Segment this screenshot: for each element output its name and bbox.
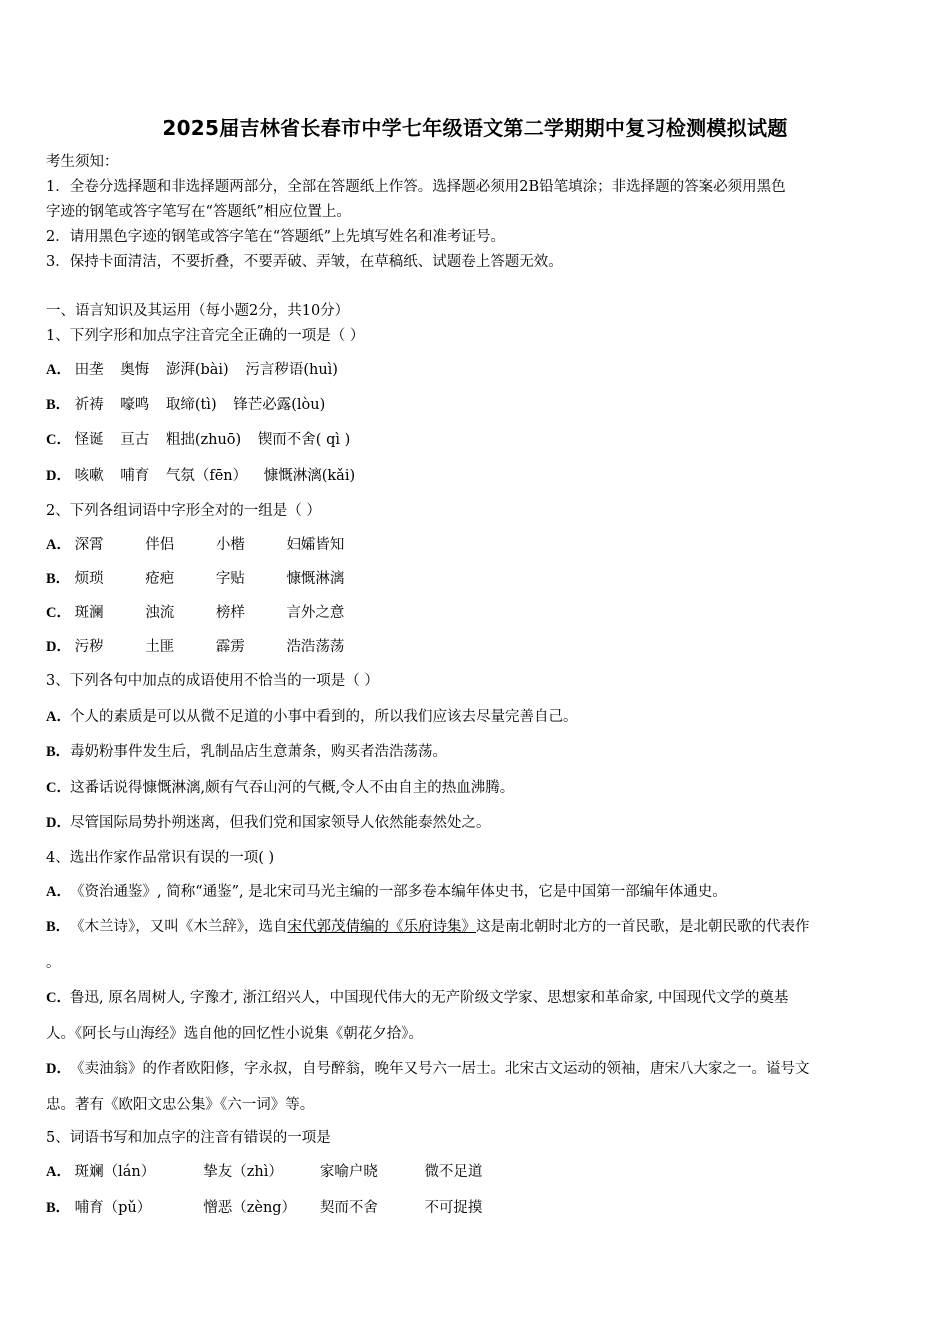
option-word: 锲而不舍( qì ) bbox=[257, 432, 351, 448]
option-text: 这番话说得慷慨淋漓,颇有气吞山河的气概,令人不由自主的热血沸腾。 bbox=[70, 780, 515, 796]
option-word: 祈祷 bbox=[74, 397, 104, 413]
question-1-stem: 1、下列字形和加点字注音完全正确的一项是（ ） bbox=[46, 328, 365, 344]
option-label: D． bbox=[46, 639, 71, 655]
option-label: D． bbox=[46, 1061, 71, 1077]
option-text: 《木兰诗》，又叫《木兰辞》，选自 bbox=[70, 919, 288, 935]
notice-item-1: 1．全卷分选择题和非选择题两部分，全部在答题纸上作答。选择题必须用2B铅笔填涂；非选择题的答案必须用黑色 bbox=[46, 179, 786, 195]
question-1-option-a bbox=[46, 360, 350, 380]
option-word: 契而不舍 bbox=[319, 1200, 378, 1216]
underlined-source: 宋代郭茂倩编的《乐府诗集》 bbox=[287, 919, 476, 935]
question-2-stem: 2、下列各组词语中字形全对的一组是（ ） bbox=[46, 503, 321, 519]
option-label: A． bbox=[46, 537, 71, 553]
option-word: 哺育（pǔ） bbox=[74, 1200, 152, 1216]
notice-item-1-cont: 字迹的钢笔或答字笔写在“答题纸”相应位置上。 bbox=[46, 204, 351, 220]
option-label: B． bbox=[46, 919, 71, 935]
option-label: C． bbox=[46, 780, 71, 796]
option-word: 污言秽语(huì) bbox=[245, 362, 338, 378]
option-word: 气氛（fēn） bbox=[165, 468, 248, 484]
question-4-option-d bbox=[46, 1059, 810, 1079]
question-2-option-d bbox=[46, 637, 352, 657]
question-5-option-b bbox=[46, 1198, 494, 1218]
notice-item-3: 3．保持卡面清洁，不要折叠，不要弄破、弄皱，在草稿纸、试题卷上答题无效。 bbox=[46, 254, 563, 270]
option-word: 伴侣 bbox=[145, 537, 175, 553]
question-4-option-b bbox=[46, 917, 810, 937]
option-label: A． bbox=[46, 709, 71, 725]
question-3-option-c bbox=[46, 778, 514, 798]
option-word: 挚友（zhì） bbox=[203, 1164, 283, 1180]
question-5-option-a bbox=[46, 1162, 494, 1182]
question-3-option-b bbox=[46, 742, 447, 762]
option-label: B． bbox=[46, 1200, 71, 1216]
option-word: 污秽 bbox=[74, 639, 104, 655]
option-word: 浩浩荡荡 bbox=[286, 639, 345, 655]
question-4-option-a bbox=[46, 882, 727, 902]
option-word: 深霄 bbox=[74, 537, 104, 553]
question-2-option-c bbox=[46, 603, 352, 623]
option-word: 言外之意 bbox=[286, 605, 345, 621]
option-word: 慷慨淋漓(kǎi) bbox=[263, 468, 356, 484]
notice-heading: 考生须知： bbox=[46, 154, 119, 170]
option-word: 字贴 bbox=[215, 571, 245, 587]
option-word: 亘古 bbox=[120, 432, 150, 448]
option-text: 鲁迅, 原名周树人, 字豫才, 浙江绍兴人，中国现代伟大的无产阶级文学家、思想家和革命家, 中国现代文学的奠基 bbox=[70, 990, 789, 1006]
option-label: B． bbox=[46, 744, 71, 760]
option-label: A． bbox=[46, 1164, 71, 1180]
option-word: 慷慨淋漓 bbox=[286, 571, 345, 587]
option-label: A． bbox=[46, 884, 71, 900]
option-word: 哺育 bbox=[120, 468, 150, 484]
option-text: 毒奶粉事件发生后，乳制品店生意萧条，购买者浩浩荡荡。 bbox=[70, 744, 447, 760]
option-word: 憎恶（zèng） bbox=[203, 1200, 297, 1216]
option-text: 尽管国际局势扑朔迷离，但我们党和国家领导人依然能泰然处之。 bbox=[70, 815, 491, 831]
option-label: C． bbox=[46, 432, 71, 448]
option-word: 取缔(tì) bbox=[165, 397, 217, 413]
question-2-option-b bbox=[46, 569, 352, 589]
option-word: 妇孀皆知 bbox=[286, 537, 345, 553]
option-label: B． bbox=[46, 571, 71, 587]
option-word: 咳嗽 bbox=[74, 468, 104, 484]
page-title: 2025届吉林省长春市中学七年级语文第二学期期中复习检测模拟试题 bbox=[162, 116, 788, 140]
option-word: 田垄 bbox=[74, 362, 104, 378]
question-1-option-d bbox=[46, 466, 367, 486]
option-word: 斑澜 bbox=[74, 605, 104, 621]
option-label: D． bbox=[46, 468, 71, 484]
option-text: 《资治通鉴》, 简称“通鉴”, 是北宋司马光主编的一部多卷本编年体史书，它是中国第一部编年体通史。 bbox=[70, 884, 727, 900]
question-4-stem: 4、选出作家作品常识有误的一项( ) bbox=[46, 850, 275, 866]
option-label: D． bbox=[46, 815, 71, 831]
option-word: 粗拙(zhuō) bbox=[165, 432, 242, 448]
option-word: 浊流 bbox=[145, 605, 175, 621]
option-word: 家喻户晓 bbox=[319, 1164, 378, 1180]
question-4-option-c bbox=[46, 988, 788, 1008]
option-label: A． bbox=[46, 362, 71, 378]
option-label: C． bbox=[46, 605, 71, 621]
option-label: B． bbox=[46, 397, 71, 413]
option-text: 《卖油翁》的作者欧阳修，字永叔，自号醉翁，晚年又号六一居士。北宋古文运动的领袖，唐宋八大家之一。谥号文 bbox=[70, 1061, 810, 1077]
option-word: 烦琐 bbox=[74, 571, 104, 587]
option-label: C． bbox=[46, 990, 71, 1006]
option-word: 小楷 bbox=[215, 537, 245, 553]
option-word: 澎湃(bài) bbox=[165, 362, 229, 378]
option-word: 斑斓（lán） bbox=[74, 1164, 156, 1180]
option-text: 个人的素质是可以从微不足道的小事中看到的，所以我们应该去尽量完善自己。 bbox=[70, 709, 578, 725]
question-3-option-d bbox=[46, 813, 491, 833]
question-4-option-c-cont: 人。《阿长与山海经》选自他的回忆性小说集《朝花夕拾》。 bbox=[46, 1026, 423, 1042]
question-5-stem: 5、词语书写和加点字的注音有错误的一项是 bbox=[46, 1130, 331, 1146]
notice-item-2: 2．请用黑色字迹的钢笔或答字笔在“答题纸”上先填写姓名和准考证号。 bbox=[46, 229, 506, 245]
question-2-option-a bbox=[46, 535, 352, 555]
option-word: 土匪 bbox=[145, 639, 175, 655]
option-word: 榜样 bbox=[215, 605, 245, 621]
question-1-option-c bbox=[46, 430, 362, 450]
question-4-option-b-cont: 。 bbox=[46, 955, 61, 971]
option-word: 锋芒必露(lòu) bbox=[233, 397, 326, 413]
question-4-option-d-cont: 忠。著有《欧阳文忠公集》《六一词》等。 bbox=[46, 1097, 315, 1113]
option-word: 微不足道 bbox=[424, 1164, 483, 1180]
question-3-stem: 3、下列各句中加点的成语使用不恰当的一项是（ ） bbox=[46, 673, 379, 689]
option-word: 疮疤 bbox=[145, 571, 175, 587]
question-1-option-b bbox=[46, 395, 337, 415]
option-word: 不可捉摸 bbox=[424, 1200, 483, 1216]
option-text: 这是南北朝时北方的一首民歌，是北朝民歌的代表作 bbox=[476, 919, 810, 935]
option-word: 怪诞 bbox=[74, 432, 104, 448]
option-word: 嚎鸣 bbox=[120, 397, 150, 413]
option-word: 霹雳 bbox=[215, 639, 245, 655]
section-heading: 一、语言知识及其运用（每小题2分，共10分） bbox=[46, 303, 350, 319]
option-word: 奥悔 bbox=[120, 362, 150, 378]
question-3-option-a bbox=[46, 707, 578, 727]
